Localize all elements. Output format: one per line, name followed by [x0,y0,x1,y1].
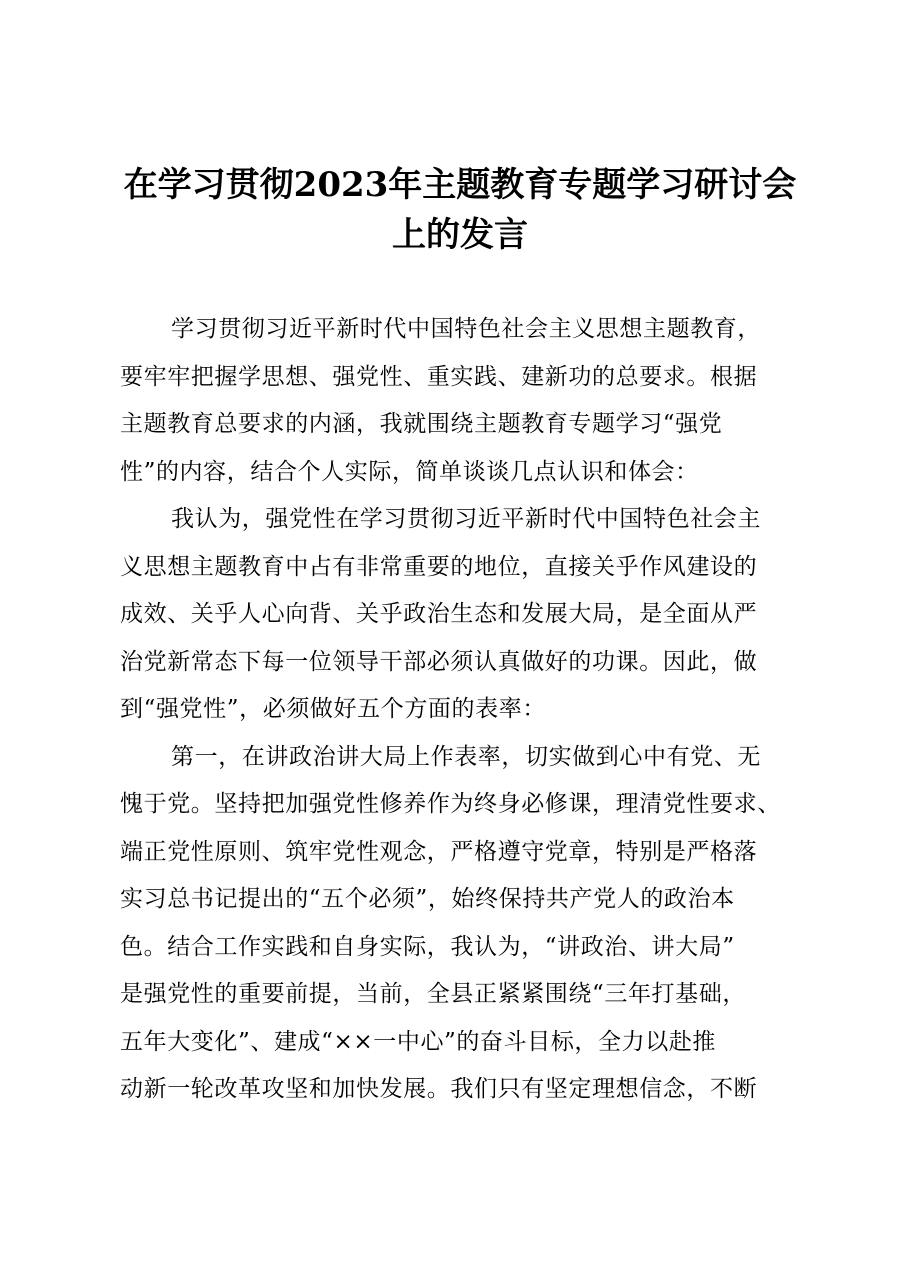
text-line: 我认为，强党性在学习贯彻习近平新时代中国特色社会主 [171,506,761,532]
document-body [120,306,810,1114]
text-line: 愧于党。坚持把加强党性修养作为终身必修课，理清党性要求、 [120,791,781,817]
text-line: 主题教育总要求的内涵，我就围绕主题教育专题学习“强党 [120,411,723,437]
text-line: 动新一轮改革攻坚和加快发展。我们只有坚定理想信念，不断 [120,1076,758,1102]
text-line: 色。结合工作实践和自身实际，我认为，“讲政治、讲大局” [120,933,735,960]
title-line: 在学习贯彻2023年主题教育专题学习研讨会 [123,165,797,205]
text-line: 到“强党性”，必须做好五个方面的表率： [120,696,546,722]
text-line: 性”的内容，结合个人实际，简单谈谈几点认识和体会： [120,458,699,485]
text-line: 治党新常态下每一位领导干部必须认真做好的功课。因此，做 [120,648,758,675]
text-line: 端正党性原则、筑牢党性观念，严格遵守党章，特别是严格落 [120,838,758,865]
text-line: 成效、关乎人心向背、关乎政治生态和发展大局，是全面从严 [120,601,758,627]
paragraph-intro [120,306,810,496]
text-line: 实习总书记提出的“五个必须”，始终保持共产党人的政治本 [120,886,735,912]
paragraph-first-point [120,734,810,1114]
document-title [120,160,800,260]
text-line: 要牢牢把握学思想、强党性、重实践、建新功的总要求。根据 [120,363,758,390]
text-line: 是强党性的重要前提，当前，全县正紧紧围绕“三年打基础， [120,981,746,1007]
paragraph-opinion [120,496,810,734]
title-line: 上的发言 [392,215,528,255]
text-line: 第一，在讲政治讲大局上作表率，切实做到心中有党、无 [171,743,761,770]
text-line: 学习贯彻习近平新时代中国特色社会主义思想主题教育， [171,316,761,342]
text-line: 五年大变化”、建成“××一中心”的奋斗目标，全力以赴推 [120,1028,717,1055]
text-line: 义思想主题教育中占有非常重要的地位，直接关乎作风建设的 [120,553,758,580]
